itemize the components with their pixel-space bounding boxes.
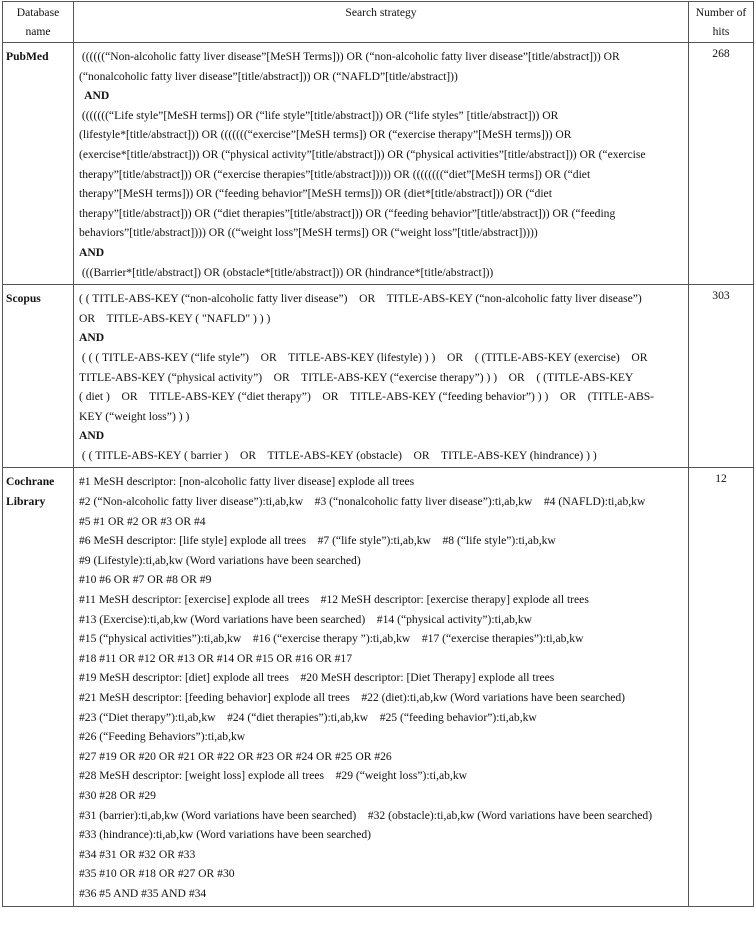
strategy-line: #30 #28 OR #29 <box>79 788 156 802</box>
strategy-line: #1 MeSH descriptor: [non-alcoholic fatty liver disease] explode all trees <box>79 475 415 489</box>
strategy-line: #23 (“Diet therapy”):ti,ab,kw #24 (“diet therapies”):ti,ab,kw #25 (“feeding behavior”):ti,ab,kw <box>79 710 537 724</box>
boolean-operator-line: AND <box>79 89 110 103</box>
strategy-line: #26 (“Feeding Behaviors”):ti,ab,kw <box>79 730 246 744</box>
strategy-line: ( diet ) OR TITLE-ABS-KEY (“diet therapy”) OR TITLE-ABS-KEY (“feeding behavior”) ) ) OR (TITLE-ABS- <box>79 390 655 404</box>
number-of-hits: 303 <box>689 285 754 468</box>
strategy-line: #18 #11 OR #12 OR #13 OR #14 OR #15 OR #16 OR #17 <box>79 651 353 665</box>
strategy-line: TITLE-ABS-KEY (“physical activity”) OR TITLE-ABS-KEY (“exercise therapy”) ) ) OR ( (TITLE-ABS-KEY <box>79 370 634 384</box>
strategy-line: therapy”[title/abstract])) OR (“exercise therapies”[title/abstract])))) OR ((((((((“diet”[MeSH terms]) OR (“diet <box>79 167 591 181</box>
strategy-line: ( ( ( TITLE-ABS-KEY (“life style”) OR TITLE-ABS-KEY (lifestyle) ) ) OR ( (TITLE-ABS-KEY (exercise) OR <box>79 350 648 364</box>
boolean-operator-line: AND <box>79 245 105 259</box>
strategy-line: #36 #5 AND #35 AND #34 <box>79 886 207 900</box>
strategy-line: #21 MeSH descriptor: [feeding behavior] explode all trees #22 (diet):ti,ab,kw (Word variations have been searched) <box>79 691 626 704</box>
header-number-of-hits: Number of hits <box>689 2 754 43</box>
search-strategy-table <box>2 1 754 907</box>
search-strategy <box>74 285 689 468</box>
strategy-line: OR TITLE-ABS-KEY ( "NAFLD" ) ) ) <box>79 311 271 325</box>
strategy-line: #31 (barrier):ti,ab,kw (Word variations have been searched) #32 (obstacle):ti,ab,kw (Word variations have been searched) <box>79 808 653 822</box>
strategy-line: behaviors”[title/abstract]))) OR ((“weight loss”[MeSH terms]) OR (“weight loss”[title/abstract])))) <box>79 226 538 240</box>
table-row <box>3 285 754 468</box>
strategy-line: #28 MeSH descriptor: [weight loss] explode all trees #29 (“weight loss”):ti,ab,kw <box>79 769 467 783</box>
header-search-strategy: Search strategy <box>74 2 689 43</box>
strategy-line: #5 #1 OR #2 OR #3 OR #4 <box>79 514 206 528</box>
strategy-line: (“nonalcoholic fatty liver disease”[title/abstract])) OR (“NAFLD”[title/abstract])) <box>79 69 458 83</box>
header-database-name: Database name <box>3 2 74 43</box>
strategy-line: ((((((“Non-alcoholic fatty liver disease”[MeSH Terms])) OR (“non-alcoholic fatty liver disease”[title/abstract])) OR <box>79 50 620 63</box>
strategy-line: #35 #10 OR #18 OR #27 OR #30 <box>79 867 235 881</box>
number-of-hits: 12 <box>689 468 754 906</box>
strategy-line: #15 (“physical activities”):ti,ab,kw #16 (“exercise therapy ”):ti,ab,kw #17 (“exercise therapies”):ti,ab,kw <box>79 632 584 646</box>
strategy-line: therapy”[MeSH terms])) OR (“feeding behavior”[MeSH terms])) OR (diet*[title/abstract])) OR (“diet <box>79 187 552 201</box>
strategy-line: #2 (“Non-alcoholic fatty liver disease”):ti,ab,kw #3 (“nonalcoholic fatty liver disease”):ti,ab,kw #4 (NAFLD):ti,ab,kw <box>79 495 646 509</box>
strategy-line: ( ( TITLE-ABS-KEY (“non-alcoholic fatty liver disease”) OR TITLE-ABS-KEY (“non-alcoholic fatty liver disease”) <box>79 292 642 306</box>
database-name: Cochrane Library <box>3 468 74 906</box>
strategy-line: #34 #31 OR #32 OR #33 <box>79 847 196 861</box>
strategy-line: #13 (Exercise):ti,ab,kw (Word variations have been searched) #14 (“physical activity”):ti,ab,kw <box>79 612 532 626</box>
strategy-line: #33 (hindrance):ti,ab,kw (Word variations have been searched) <box>79 828 372 842</box>
boolean-operator-line: AND <box>79 331 105 345</box>
strategy-line: (exercise*[title/abstract])) OR (“physical activity”[title/abstract])) OR (“physical activities”[title/abstract])) OR (“exercise <box>79 147 646 161</box>
search-strategy <box>74 468 689 906</box>
table-row <box>3 43 754 285</box>
header-row <box>3 2 754 43</box>
strategy-line: #9 (Lifestyle):ti,ab,kw (Word variations have been searched) <box>79 553 361 567</box>
strategy-line: KEY (“weight loss”) ) ) <box>79 409 190 423</box>
search-strategy <box>74 43 689 285</box>
strategy-line: ( ( TITLE-ABS-KEY ( barrier ) OR TITLE-ABS-KEY (obstacle) OR TITLE-ABS-KEY (hindrance) ) ) <box>79 448 597 462</box>
strategy-line: therapy”[title/abstract])) OR (“diet therapies”[title/abstract])) OR (“feeding behavior”[title/abstract])) OR (“feeding <box>79 206 616 220</box>
strategy-line: (((Barrier*[title/abstract]) OR (obstacle*[title/abstract])) OR (hindrance*[title/abstract])) <box>79 265 494 279</box>
strategy-line: (lifestyle*[title/abstract])) OR (((((((“exercise”[MeSH terms]) OR (“exercise therapy”[MeSH terms])) OR <box>79 128 572 142</box>
number-of-hits: 268 <box>689 43 754 285</box>
table-row <box>3 468 754 906</box>
strategy-line: #11 MeSH descriptor: [exercise] explode all trees #12 MeSH descriptor: [exercise therapy] explode all trees <box>79 593 589 607</box>
strategy-line: #27 #19 OR #20 OR #21 OR #22 OR #23 OR #24 OR #25 OR #26 <box>79 749 392 763</box>
strategy-line: #6 MeSH descriptor: [life style] explode all trees #7 (“life style”):ti,ab,kw #8 (“life style”):ti,ab,kw <box>79 534 556 548</box>
strategy-line: #19 MeSH descriptor: [diet] explode all trees #20 MeSH descriptor: [Diet Therapy] explode all trees <box>79 671 555 685</box>
database-name: Scopus <box>3 285 74 468</box>
strategy-line: #10 #6 OR #7 OR #8 OR #9 <box>79 573 212 587</box>
database-name: PubMed <box>3 43 74 285</box>
boolean-operator-line: AND <box>79 429 105 443</box>
strategy-line: (((((((“Life style”[MeSH terms]) OR (“life style”[title/abstract])) OR (“life styles” [title/abstract])) OR <box>79 108 559 122</box>
